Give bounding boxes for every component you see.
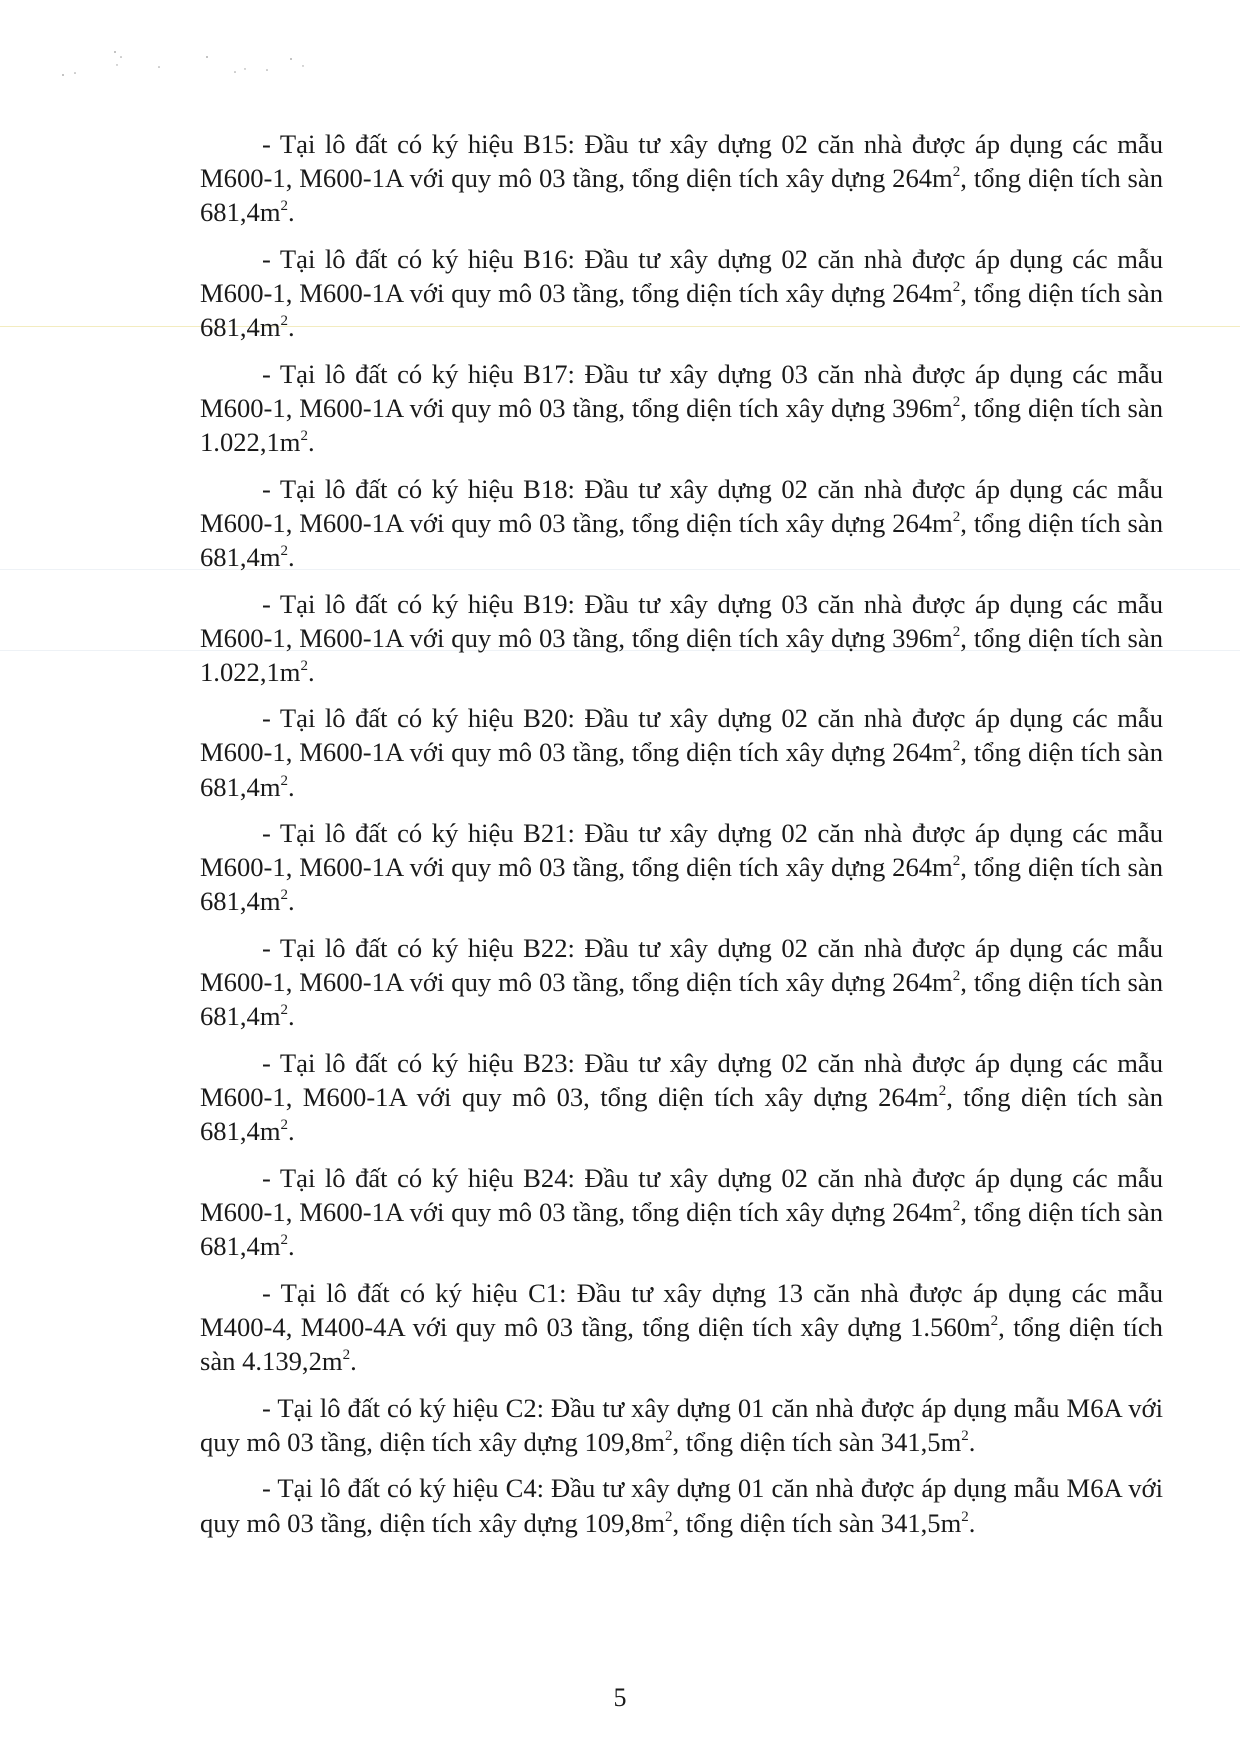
paragraph-text: , tổng diện tích sàn 681,4m: [200, 967, 1163, 1032]
paragraph-end: .: [288, 197, 295, 228]
paragraph: [200, 816, 1163, 918]
scan-noise-marks: [55, 45, 355, 95]
superscript: 2: [952, 393, 961, 410]
superscript: 2: [280, 313, 289, 330]
paragraph-text: , tổng diện tích sàn 681,4m: [200, 163, 1163, 228]
superscript: 2: [664, 1427, 673, 1444]
paragraph-text: , tổng diện tích sàn 681,4m: [200, 507, 1163, 572]
paragraph-end: .: [288, 1231, 295, 1262]
paragraph-end: .: [288, 541, 295, 572]
paragraph-end: .: [288, 1116, 295, 1147]
superscript: 2: [952, 738, 961, 755]
paragraph: [200, 242, 1163, 344]
paragraph: [200, 1046, 1163, 1148]
superscript: 2: [280, 887, 289, 904]
paragraph: [200, 1276, 1163, 1378]
superscript: 2: [990, 1312, 999, 1329]
paragraph: [200, 1471, 1163, 1539]
superscript: 2: [952, 164, 961, 181]
paragraph-end: .: [307, 656, 315, 687]
paragraph-text: - Tại lô đất có ký hiệu C1: Đầu tư xây dựng 13 căn nhà được áp dụng các mẫu M400-4, M400-4A với quy mô 03 tầng, tổng diện tích xây dựng 1.560m: [200, 1277, 1163, 1342]
superscript: 2: [280, 772, 289, 789]
paragraph-text: - Tại lô đất có ký hiệu B15: Đầu tư xây dựng 02 căn nhà được áp dụng các mẫu M600-1, M600-1A với quy mô 03 tầng, tổng diện tích xây dựng 264m: [200, 129, 1163, 194]
paragraph-text: , tổng diện tích sàn 341,5m: [672, 1507, 962, 1538]
paragraph-text: - Tại lô đất có ký hiệu B23: Đầu tư xây dựng 02 căn nhà được áp dụng các mẫu M600-1, M600-1A với quy mô 03, tổng diện tích xây dựng 264m: [200, 1048, 1163, 1113]
superscript: 2: [952, 853, 961, 870]
paragraph-text: - Tại lô đất có ký hiệu B24: Đầu tư xây dựng 02 căn nhà được áp dụng các mẫu M600-1, M600-1A với quy mô 03 tầng, tổng diện tích xây dựng 264m: [200, 1162, 1163, 1227]
superscript: 2: [952, 278, 961, 295]
superscript: 2: [280, 1002, 289, 1019]
superscript: 2: [300, 657, 308, 674]
paragraph-text: - Tại lô đất có ký hiệu C2: Đầu tư xây dựng 01 căn nhà được áp dụng mẫu M6A với quy mô 03 tầng, diện tích xây dựng 109,8m: [200, 1392, 1163, 1457]
superscript: 2: [280, 198, 289, 215]
paragraph-text: - Tại lô đất có ký hiệu B18: Đầu tư xây dựng 02 căn nhà được áp dụng các mẫu M600-1, M600-1A với quy mô 03 tầng, tổng diện tích xây dựng 264m: [200, 473, 1163, 538]
superscript: 2: [342, 1346, 351, 1363]
paragraph-end: .: [350, 1345, 357, 1376]
paragraph-text: , tổng diện tích sàn 681,4m: [200, 1082, 1164, 1147]
superscript: 2: [952, 508, 961, 525]
paragraph-text: - Tại lô đất có ký hiệu B17: Đầu tư xây dựng 03 căn nhà được áp dụng các mẫu M600-1, M600-1A với quy mô 03 tầng, tổng diện tích xây dựng 396m: [200, 358, 1163, 423]
superscript: 2: [280, 1117, 289, 1134]
superscript: 2: [664, 1508, 673, 1525]
paragraph-text: - Tại lô đất có ký hiệu C4: Đầu tư xây dựng 01 căn nhà được áp dụng mẫu M6A với quy mô 03 tầng, diện tích xây dựng 109,8m: [200, 1473, 1163, 1538]
superscript: 2: [952, 623, 961, 640]
superscript: 2: [938, 1083, 947, 1100]
paragraph-text: , tổng diện tích sàn 681,4m: [200, 1196, 1163, 1262]
paragraph-end: .: [968, 1507, 976, 1538]
paragraph: [200, 472, 1163, 574]
paragraph-text: - Tại lô đất có ký hiệu B22: Đầu tư xây dựng 02 căn nhà được áp dụng các mẫu M600-1, M600-1A với quy mô 03 tầng, tổng diện tích xây dựng 264m: [200, 933, 1163, 998]
paragraph-end: .: [288, 312, 295, 343]
paragraph-text: - Tại lô đất có ký hiệu B21: Đầu tư xây dựng 02 căn nhà được áp dụng các mẫu M600-1, M600-1A với quy mô 03 tầng, tổng diện tích xây dựng 264m: [200, 818, 1163, 883]
paragraph: [200, 931, 1163, 1033]
paragraph-end: .: [307, 426, 315, 457]
paragraph: [200, 587, 1163, 689]
paragraph-end: .: [968, 1426, 976, 1457]
paragraph-text: , tổng diện tích sàn 1.022,1m: [200, 392, 1163, 457]
paragraph-text: , tổng diện tích sàn 4.139,2m: [200, 1311, 1163, 1376]
paragraph: [200, 701, 1163, 803]
paragraph-text: , tổng diện tích sàn 341,5m: [672, 1426, 962, 1457]
superscript: 2: [300, 427, 308, 444]
paragraph-text: , tổng diện tích sàn 1.022,1m: [200, 622, 1163, 687]
paragraph-end: .: [288, 771, 295, 802]
paragraph-text: , tổng diện tích sàn 681,4m: [200, 277, 1163, 343]
paragraph-text: , tổng diện tích sàn 681,4m: [200, 737, 1163, 802]
paragraph-text: - Tại lô đất có ký hiệu B16: Đầu tư xây dựng 02 căn nhà được áp dụng các mẫu M600-1, M600-1A với quy mô 03 tầng, tổng diện tích xây dựng 264m: [200, 243, 1163, 308]
superscript: 2: [280, 542, 289, 559]
superscript: 2: [961, 1427, 969, 1444]
document-body: [200, 127, 1163, 1552]
paragraph: [200, 1161, 1163, 1263]
superscript: 2: [961, 1508, 969, 1525]
paragraph: [200, 127, 1163, 229]
paragraph-end: .: [288, 886, 295, 917]
superscript: 2: [280, 1232, 289, 1249]
paragraph-end: .: [288, 1001, 295, 1032]
paragraph-text: , tổng diện tích sàn 681,4m: [200, 852, 1163, 917]
paragraph: [200, 1391, 1163, 1459]
paragraph-text: - Tại lô đất có ký hiệu B20: Đầu tư xây dựng 02 căn nhà được áp dụng các mẫu M600-1, M600-1A với quy mô 03 tầng, tổng diện tích xây dựng 264m: [200, 703, 1163, 768]
superscript: 2: [952, 968, 961, 985]
superscript: 2: [952, 1197, 961, 1214]
paragraph-text: - Tại lô đất có ký hiệu B19: Đầu tư xây dựng 03 căn nhà được áp dụng các mẫu M600-1, M600-1A với quy mô 03 tầng, tổng diện tích xây dựng 396m: [200, 588, 1163, 653]
page-number: 5: [613, 1683, 627, 1712]
paragraph: [200, 357, 1163, 459]
